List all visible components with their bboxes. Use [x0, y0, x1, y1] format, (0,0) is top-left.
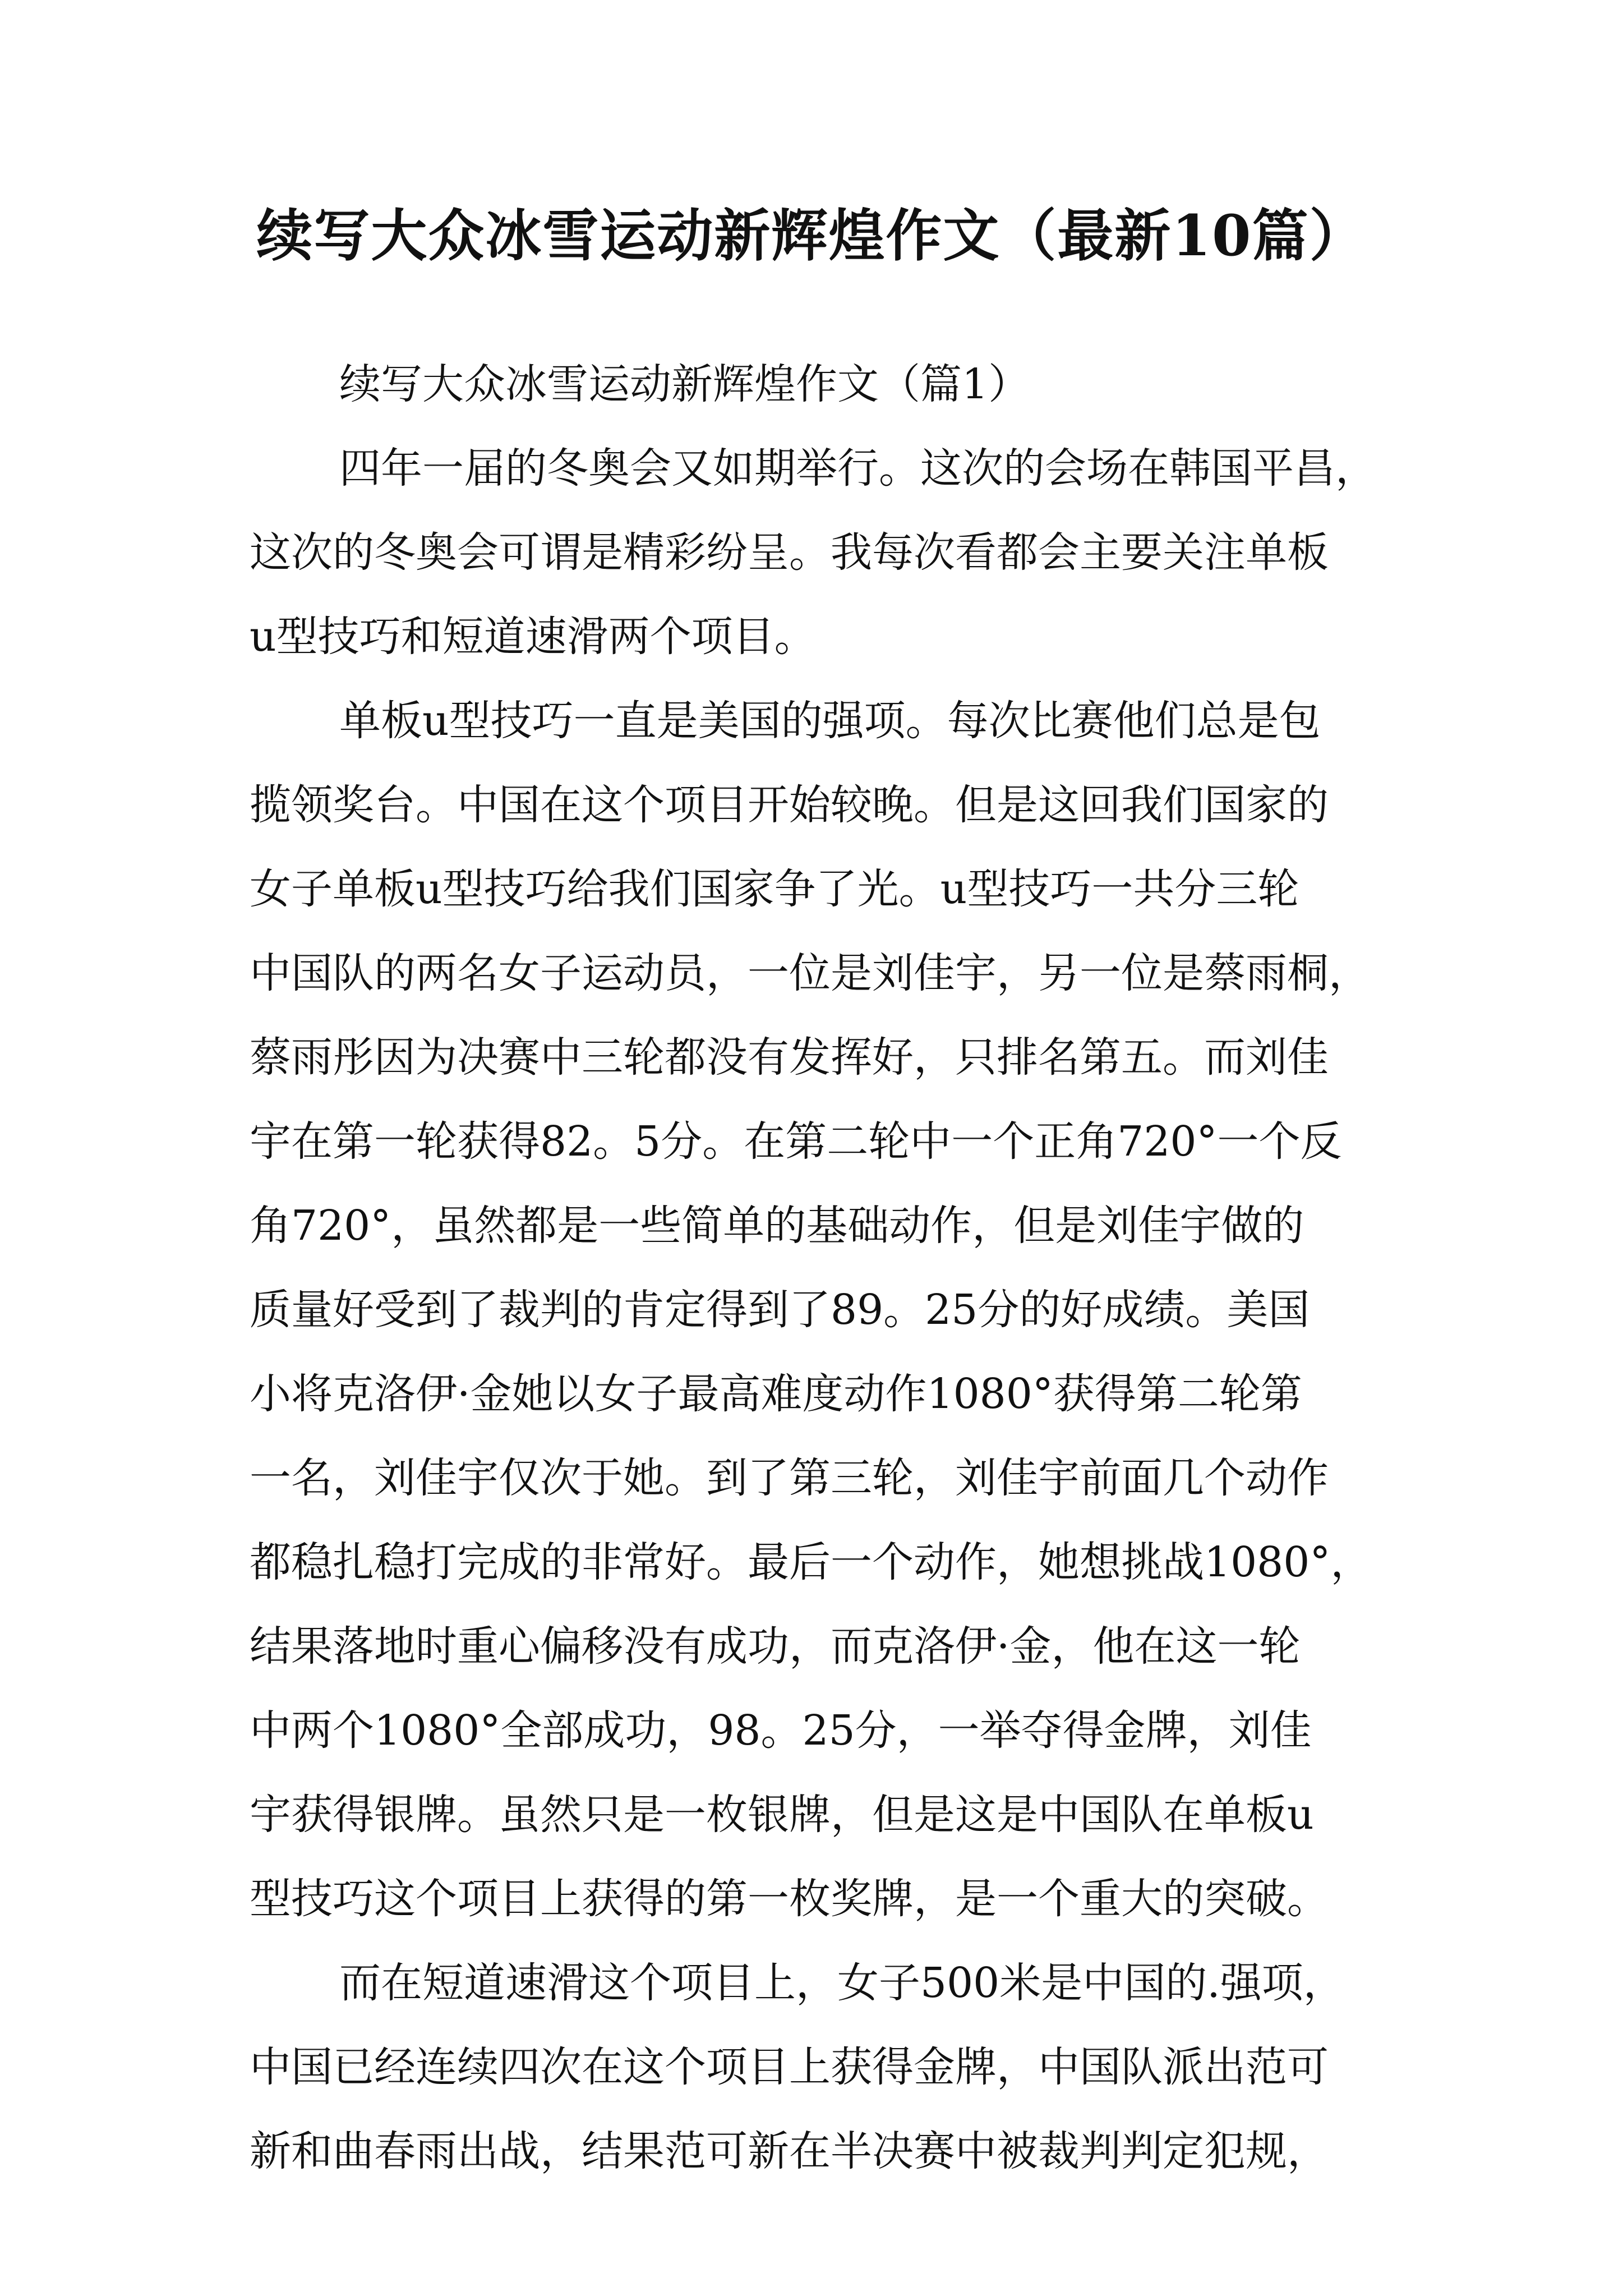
document-body: [250, 342, 1394, 2193]
body-line: 蔡雨彤因为决赛中三轮都没有发挥好，只排名第五。而刘佳: [250, 1033, 1329, 1082]
body-line: 中国已经连续四次在这个项目上获得金牌，中国队派出范可: [250, 2043, 1329, 2091]
body-line: 女子单板u型技巧给我们国家争了光。u型技巧一共分三轮: [250, 865, 1299, 913]
body-line: 中国队的两名女子运动员，一位是刘佳宇，另一位是蔡雨桐，: [250, 949, 1370, 997]
body-line: 宇获得银牌。虽然只是一枚银牌，但是这是中国队在单板u: [250, 1791, 1314, 1839]
body-line: 质量好受到了裁判的肯定得到了89。25分的好成绩。美国: [250, 1286, 1310, 1334]
body-line: 新和曲春雨出战，结果范可新在半决赛中被裁判判定犯规，: [250, 2127, 1329, 2175]
body-line: 这次的冬奥会可谓是精彩纷呈。我每次看都会主要关注单板: [250, 528, 1329, 577]
body-line: 揽领奖台。中国在这个项目开始较晚。但是这回我们国家的: [250, 781, 1329, 829]
body-line: 角720°，虽然都是一些简单的基础动作，但是刘佳宇做的: [250, 1202, 1304, 1250]
body-line: 型技巧这个项目上获得的第一枚奖牌，是一个重大的突破。: [250, 1875, 1329, 1923]
body-line: 结果落地时重心偏移没有成功，而克洛伊·金，他在这一轮: [250, 1622, 1301, 1671]
section-heading: 续写大众冰雪运动新辉煌作文（篇1）: [339, 360, 1030, 408]
body-line: 单板u型技巧一直是美国的强项。每次比赛他们总是包: [339, 697, 1321, 745]
document-title: 续写大众冰雪运动新辉煌作文（最新10篇）: [256, 203, 1367, 269]
body-line: 而在短道速滑这个项目上，女子500米是中国的.强项，: [339, 1959, 1345, 2007]
body-line: u型技巧和短道速滑两个项目。: [250, 613, 816, 661]
body-line: 中两个1080°全部成功，98。25分，一举夺得金牌，刘佳: [250, 1706, 1312, 1755]
body-line: 四年一届的冬奥会又如期举行。这次的会场在韩国平昌，: [339, 444, 1377, 493]
body-line: 一名，刘佳宇仅次于她。到了第三轮，刘佳宇前面几个动作: [250, 1454, 1329, 1502]
body-line: 宇在第一轮获得82。5分。在第二轮中一个正角720°一个反: [250, 1117, 1342, 1166]
body-line: 小将克洛伊·金她以女子最高难度动作1080°获得第二轮第: [250, 1370, 1302, 1418]
body-line: 都稳扎稳打完成的非常好。最后一个动作，她想挑战1080°，: [250, 1538, 1372, 1586]
